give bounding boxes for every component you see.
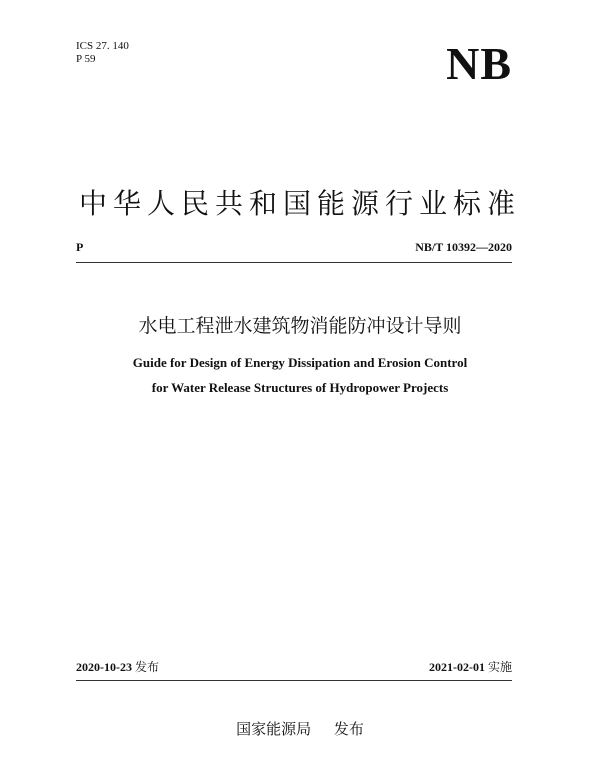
standard-number: NB/T 10392—2020 xyxy=(415,240,512,254)
category-code: P xyxy=(76,240,84,254)
top-divider xyxy=(76,262,512,263)
title-english-line-1: Guide for Design of Energy Dissipation and Erosion Control xyxy=(132,355,468,370)
implementation-date-label: 实施 xyxy=(487,660,512,674)
publisher-label: 发布 xyxy=(333,720,364,738)
implementation-date xyxy=(429,660,512,674)
nb-logo: NB xyxy=(446,38,512,89)
issue-date-label: 发布 xyxy=(135,660,160,674)
standard-type-heading: 中华人民共和国能源行业标准 xyxy=(78,187,521,220)
ccs-code: P 59 xyxy=(76,53,96,65)
title-english-line-2: for Water Release Structures of Hydropower Projects xyxy=(151,380,449,395)
publisher-name: 国家能源局 xyxy=(236,720,312,738)
publisher-line xyxy=(0,719,600,739)
issue-date xyxy=(76,660,159,674)
title-chinese: 水电工程泄水建筑物消能防冲设计导则 xyxy=(138,315,462,337)
bottom-divider xyxy=(76,680,512,681)
ics-code: ICS 27. 140 xyxy=(76,40,129,52)
implementation-date-value: 2021-02-01 xyxy=(428,660,485,674)
issue-date-value: 2020-10-23 xyxy=(76,660,132,674)
